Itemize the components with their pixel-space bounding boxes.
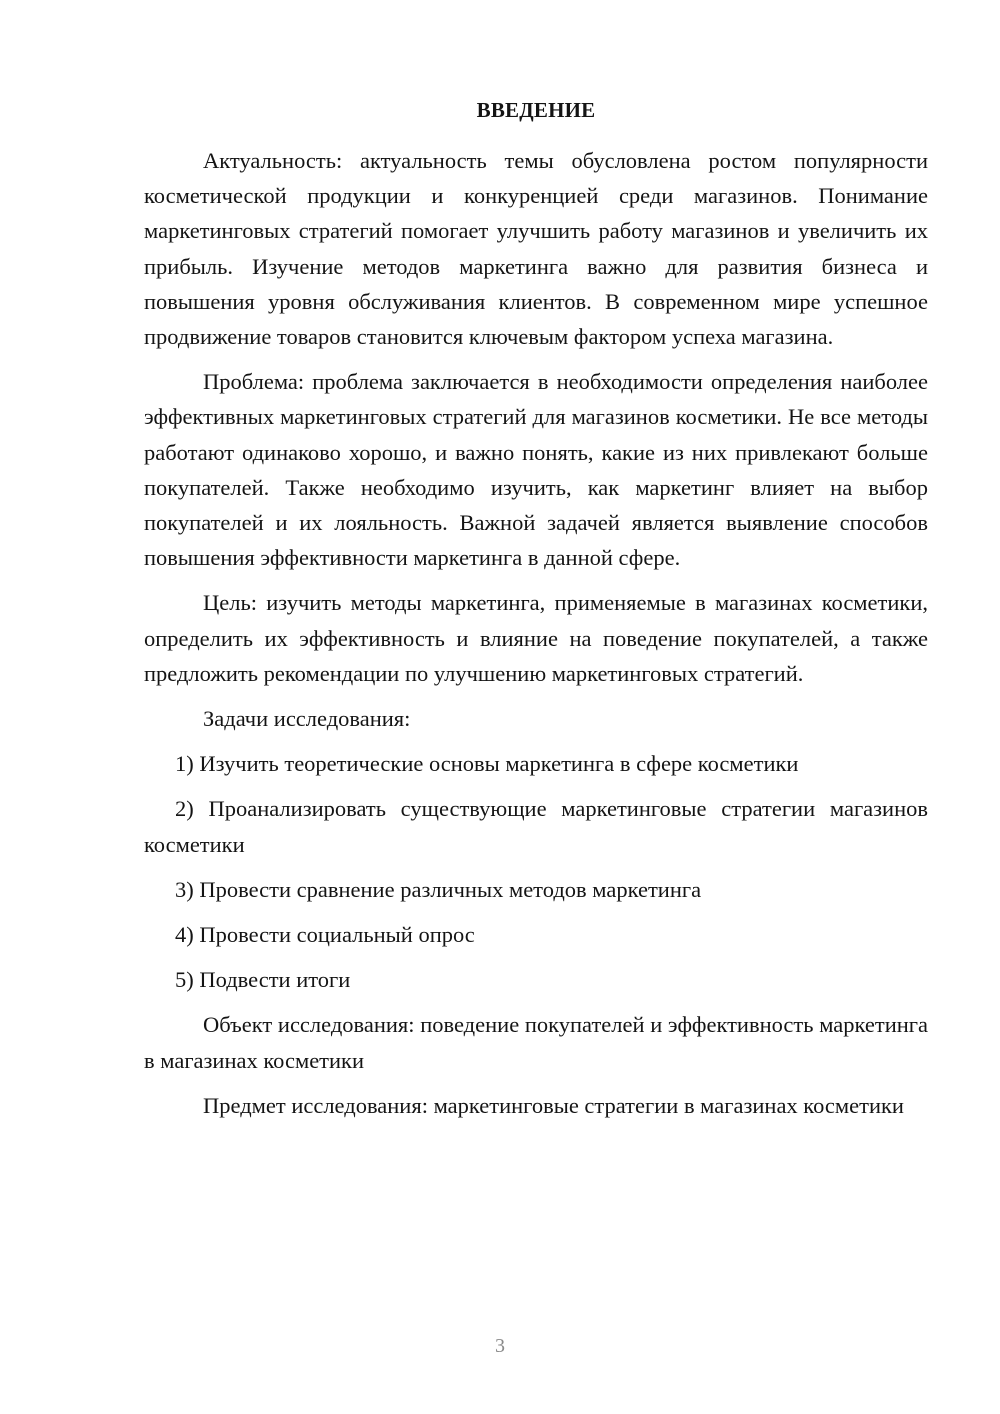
task-item-4: 4) Провести социальный опрос	[175, 922, 475, 948]
task-item-3: 3) Провести сравнение различных методов маркетинга	[175, 876, 702, 902]
paragraph-relevance: Актуальность: актуальность темы обусловлена ростом популярности косметической продукции и конкуренцией среди магазинов. Понимание маркетинговых стратегий помогает улучшить работу магазинов и увеличить их прибыль. Изучение методов маркетинга важно для развития бизнеса и повышения уровня обслуживания клиентов. В современном мире успешное продвижение товаров становится ключевым фактором успеха магазина.	[144, 148, 928, 350]
task-item-5: 5) Подвести итоги	[175, 967, 351, 993]
page-title: ВВЕДЕНИЕ	[476, 98, 596, 122]
task-item-2: 2) Проанализировать существующие маркетинговые стратегии магазинов косметики	[144, 796, 928, 857]
paragraph-object: Объект исследования: поведение покупателей и эффективность маркетинга в магазинах косметики	[144, 1012, 928, 1073]
tasks-title: Задачи исследования:	[203, 706, 411, 732]
task-item-1: 1) Изучить теоретические основы маркетинга в сфере косметики	[175, 751, 799, 777]
page-number: 3	[495, 1335, 505, 1357]
paragraph-subject: Предмет исследования: маркетинговые стратегии в магазинах косметики	[203, 1092, 904, 1118]
paragraph-problem: Проблема: проблема заключается в необходимости определения наиболее эффективных маркетинговых стратегий для магазинов косметики. Не все методы работают одинаково хорошо, и важно понять, какие из них привлекают больше покупателей. Также необходимо изучить, как маркетинг влияет на выбор покупателей и их лояльность. Важной задачей является выявление способов повышения эффективности маркетинга в данной сфере.	[144, 369, 928, 571]
paragraph-goal: Цель: изучить методы маркетинга, применяемые в магазинах косметики, определить их эффективность и влияние на поведение покупателей, а также предложить рекомендации по улучшению маркетинговых стратегий.	[144, 590, 928, 686]
document-body	[144, 143, 928, 1123]
